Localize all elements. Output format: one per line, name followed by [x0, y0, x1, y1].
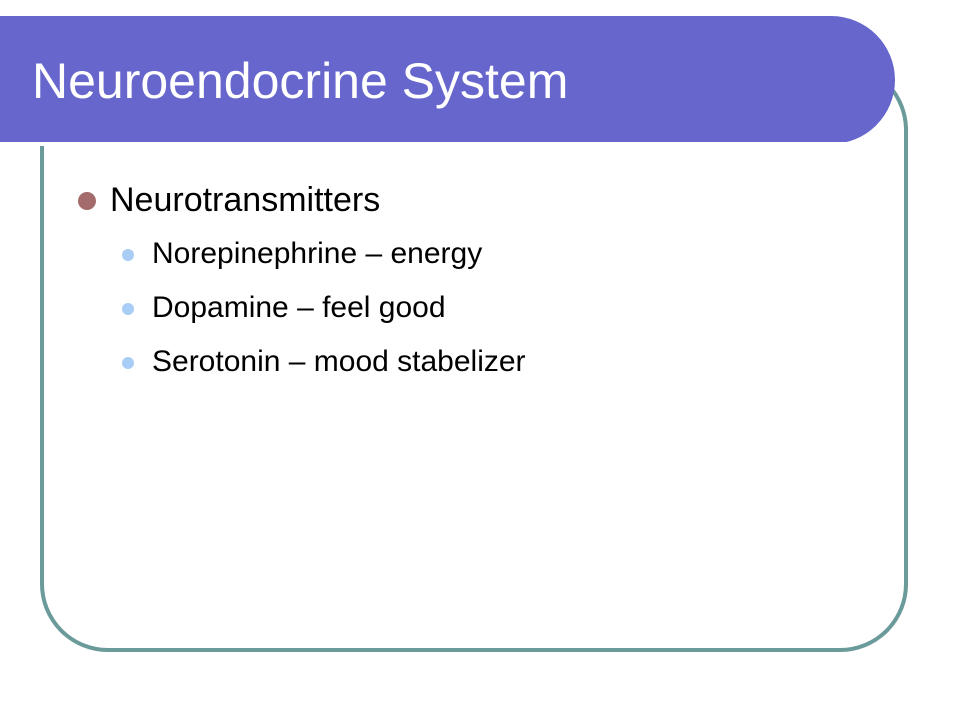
sub-bullet-text: Serotonin – mood stabelizer — [152, 345, 526, 378]
sub-bullet-item — [122, 288, 878, 328]
sub-bullet-text: Norepinephrine – energy — [152, 237, 483, 270]
sub-bullet-item — [122, 342, 878, 382]
bullet-dot-icon — [78, 192, 96, 210]
sub-bullet-dot-icon — [122, 249, 134, 261]
sub-bullet-text: Dopamine – feel good — [152, 291, 446, 324]
bullet-item — [78, 178, 878, 222]
title-underline — [0, 142, 848, 146]
bullet-text: Neurotransmitters — [110, 181, 381, 219]
slide-title: Neuroendocrine System — [32, 53, 569, 109]
sub-bullet-item — [122, 234, 878, 274]
bullet-list — [78, 178, 878, 396]
title-bar — [0, 16, 895, 144]
sub-bullet-dot-icon — [122, 303, 134, 315]
sub-bullet-list — [78, 234, 878, 382]
sub-bullet-dot-icon — [122, 357, 134, 369]
